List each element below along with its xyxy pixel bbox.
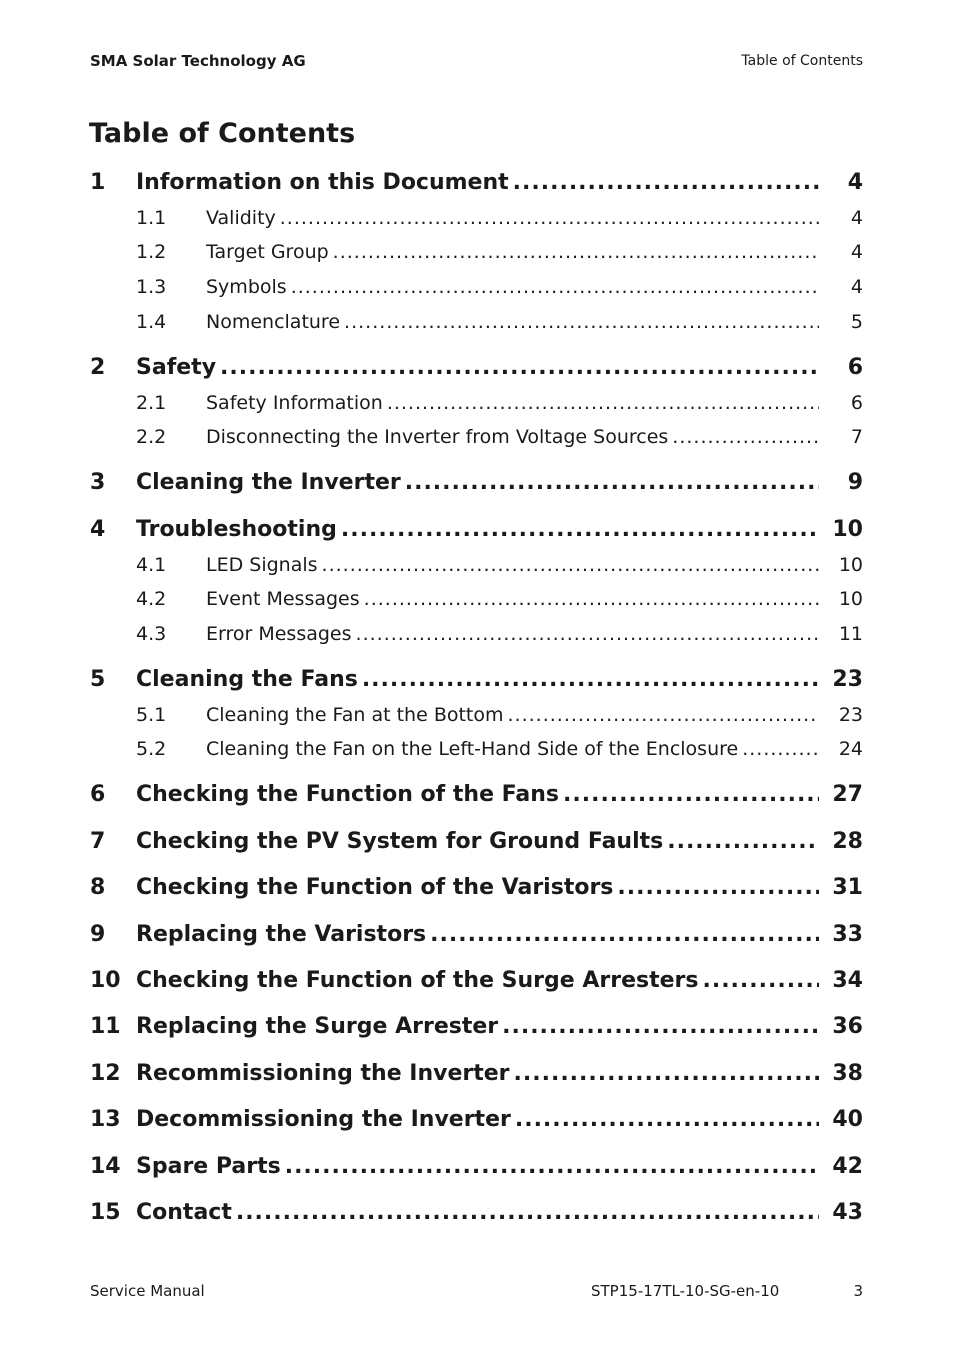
toc-entry-number: 1: [90, 170, 106, 195]
toc-entry-number: 2.1: [136, 392, 167, 414]
toc-dot-leader: [356, 623, 819, 645]
toc-entry-label: Cleaning the Inverter: [136, 470, 401, 495]
toc-entry-label: Checking the Function of the Surge Arresters: [136, 968, 699, 993]
toc-dot-leader: [617, 875, 819, 900]
toc-chapter-entry[interactable]: [90, 355, 863, 380]
toc-chapter-entry[interactable]: [90, 782, 863, 807]
toc-entry-label: Safety: [136, 355, 217, 380]
toc-dot-leader: [322, 554, 819, 576]
toc-entry-number: 9: [90, 922, 106, 947]
toc-entry-page: 33: [832, 922, 863, 947]
page-title: Table of Contents: [89, 118, 356, 149]
toc-section-entry[interactable]: [90, 207, 863, 229]
toc-section-entry[interactable]: [90, 623, 863, 645]
toc-entry-number: 4.3: [136, 623, 167, 645]
toc-entry-label: Target Group: [206, 241, 329, 263]
toc-dot-leader: [702, 968, 819, 993]
toc-dot-leader: [508, 704, 819, 726]
toc-dot-leader: [672, 426, 819, 448]
toc-entry-page: 42: [832, 1154, 863, 1179]
toc-chapter-entry[interactable]: [90, 922, 863, 947]
toc-chapter-entry[interactable]: [90, 470, 863, 495]
toc-chapter-entry[interactable]: [90, 1061, 863, 1086]
toc-entry-number: 4.1: [136, 554, 167, 576]
toc-entry-page: 31: [832, 875, 863, 900]
toc-dot-leader: [430, 922, 819, 947]
toc-entry-number: 13: [90, 1107, 121, 1132]
toc-dot-leader: [236, 1200, 819, 1225]
toc-entry-page: 23: [832, 667, 863, 692]
toc-entry-page: 23: [838, 704, 863, 726]
toc-entry-page: 38: [832, 1061, 863, 1086]
toc-entry-label: Error Messages: [206, 623, 352, 645]
toc-chapter-entry[interactable]: [90, 1154, 863, 1179]
toc-entry-number: 14: [90, 1154, 121, 1179]
toc-chapter-entry[interactable]: [90, 667, 863, 692]
toc-dot-leader: [291, 276, 819, 298]
toc-entry-label: Troubleshooting: [136, 517, 337, 542]
toc-entry-page: 4: [850, 207, 863, 229]
toc-section-entry[interactable]: [90, 704, 863, 726]
toc-entry-label: Disconnecting the Inverter from Voltage Sources: [206, 426, 669, 448]
toc-dot-leader: [563, 782, 819, 807]
toc-chapter-entry[interactable]: [90, 968, 863, 993]
toc-entry-label: Replacing the Surge Arrester: [136, 1014, 499, 1039]
toc-chapter-entry[interactable]: [90, 875, 863, 900]
toc-entry-number: 5: [90, 667, 106, 692]
toc-section-entry[interactable]: [90, 276, 863, 298]
toc-entry-number: 1.4: [136, 311, 167, 333]
toc-chapter-entry[interactable]: [90, 517, 863, 542]
toc-entry-page: 6: [847, 355, 863, 380]
toc-entry-number: 4.2: [136, 588, 167, 610]
toc-entry-label: Validity: [206, 207, 276, 229]
toc-entry-number: 1.1: [136, 207, 167, 229]
toc-entry-number: 4: [90, 517, 106, 542]
toc-entry-page: 4: [850, 276, 863, 298]
toc-entry-label: Contact: [136, 1200, 232, 1225]
toc-entry-number: 1.3: [136, 276, 167, 298]
toc-entry-label: Safety Information: [206, 392, 383, 414]
toc-entry-page: 11: [838, 623, 863, 645]
toc-entry-page: 9: [847, 470, 863, 495]
toc-chapter-entry[interactable]: [90, 170, 863, 195]
toc-entry-page: 36: [832, 1014, 863, 1039]
toc-dot-leader: [364, 588, 819, 610]
toc-entry-number: 1.2: [136, 241, 167, 263]
toc-entry-label: Cleaning the Fans: [136, 667, 358, 692]
toc-chapter-entry[interactable]: [90, 1014, 863, 1039]
toc-chapter-entry[interactable]: [90, 1107, 863, 1132]
toc-entry-number: 10: [90, 968, 121, 993]
toc-entry-number: 11: [90, 1014, 121, 1039]
toc-dot-leader: [341, 517, 819, 542]
toc-dot-leader: [344, 311, 819, 333]
toc-dot-leader: [333, 241, 819, 263]
toc-entry-label: Cleaning the Fan on the Left-Hand Side of the Enclosure: [206, 738, 739, 760]
toc-entry-page: 10: [838, 554, 863, 576]
toc-entry-label: Checking the Function of the Fans: [136, 782, 560, 807]
toc-entry-label: Checking the PV System for Ground Faults: [136, 829, 664, 854]
toc-dot-leader: [387, 392, 819, 414]
toc-entry-number: 15: [90, 1200, 121, 1225]
toc-entry-number: 3: [90, 470, 106, 495]
toc-entry-number: 2: [90, 355, 106, 380]
toc-entry-number: 7: [90, 829, 106, 854]
toc-entry-label: Event Messages: [206, 588, 360, 610]
toc-dot-leader: [362, 667, 819, 692]
toc-chapter-entry[interactable]: [90, 829, 863, 854]
toc-entry-number: 5.1: [136, 704, 167, 726]
toc-entry-page: 10: [832, 517, 863, 542]
toc-dot-leader: [513, 170, 819, 195]
toc-section-entry[interactable]: [90, 554, 863, 576]
toc-entry-page: 28: [832, 829, 863, 854]
toc-dot-leader: [515, 1107, 819, 1132]
toc-entry-number: 6: [90, 782, 106, 807]
toc-entry-number: 5.2: [136, 738, 167, 760]
toc-entry-page: 34: [832, 968, 863, 993]
toc-entry-page: 24: [838, 738, 863, 760]
toc-entry-label: Information on this Document: [136, 170, 509, 195]
toc-dot-leader: [514, 1061, 819, 1086]
footer-page-number: 3: [853, 1282, 863, 1300]
header-company: SMA Solar Technology AG: [90, 52, 306, 70]
toc-entry-label: Symbols: [206, 276, 287, 298]
toc-entry-page: 4: [847, 170, 863, 195]
toc-section-entry[interactable]: [90, 241, 863, 263]
toc-dot-leader: [667, 829, 819, 854]
toc-section-entry[interactable]: [90, 311, 863, 333]
toc-entry-page: 27: [832, 782, 863, 807]
toc-entry-page: 4: [850, 241, 863, 263]
toc-dot-leader: [280, 207, 819, 229]
toc-section-entry[interactable]: [90, 426, 863, 448]
toc-entry-page: 7: [850, 426, 863, 448]
toc-dot-leader: [742, 738, 819, 760]
toc-dot-leader: [285, 1154, 819, 1179]
toc-entry-number: 2.2: [136, 426, 167, 448]
toc-entry-label: Spare Parts: [136, 1154, 281, 1179]
toc-entry-label: Nomenclature: [206, 311, 341, 333]
toc-entry-page: 6: [850, 392, 863, 414]
toc-entry-label: LED Signals: [206, 554, 318, 576]
toc-entry-number: 12: [90, 1061, 121, 1086]
toc-entry-label: Cleaning the Fan at the Bottom: [206, 704, 504, 726]
toc-entry-label: Decommissioning the Inverter: [136, 1107, 511, 1132]
toc-dot-leader: [220, 355, 819, 380]
toc-entry-page: 5: [850, 311, 863, 333]
toc-entry-label: Replacing the Varistors: [136, 922, 427, 947]
toc-entry-page: 43: [832, 1200, 863, 1225]
toc-entry-page: 10: [838, 588, 863, 610]
toc-section-entry[interactable]: [90, 392, 863, 414]
toc-entry-page: 40: [832, 1107, 863, 1132]
footer-document-type: Service Manual: [90, 1282, 205, 1300]
toc-entry-label: Checking the Function of the Varistors: [136, 875, 614, 900]
toc-dot-leader: [502, 1014, 819, 1039]
header-section: Table of Contents: [741, 53, 863, 69]
toc-section-entry[interactable]: [90, 588, 863, 610]
footer-document-code: STP15-17TL-10-SG-en-10: [591, 1282, 780, 1300]
toc-entry-label: Recommissioning the Inverter: [136, 1061, 510, 1086]
toc-dot-leader: [405, 470, 819, 495]
toc-entry-number: 8: [90, 875, 106, 900]
toc-chapter-entry[interactable]: [90, 1200, 863, 1225]
toc-section-entry[interactable]: [90, 738, 863, 760]
